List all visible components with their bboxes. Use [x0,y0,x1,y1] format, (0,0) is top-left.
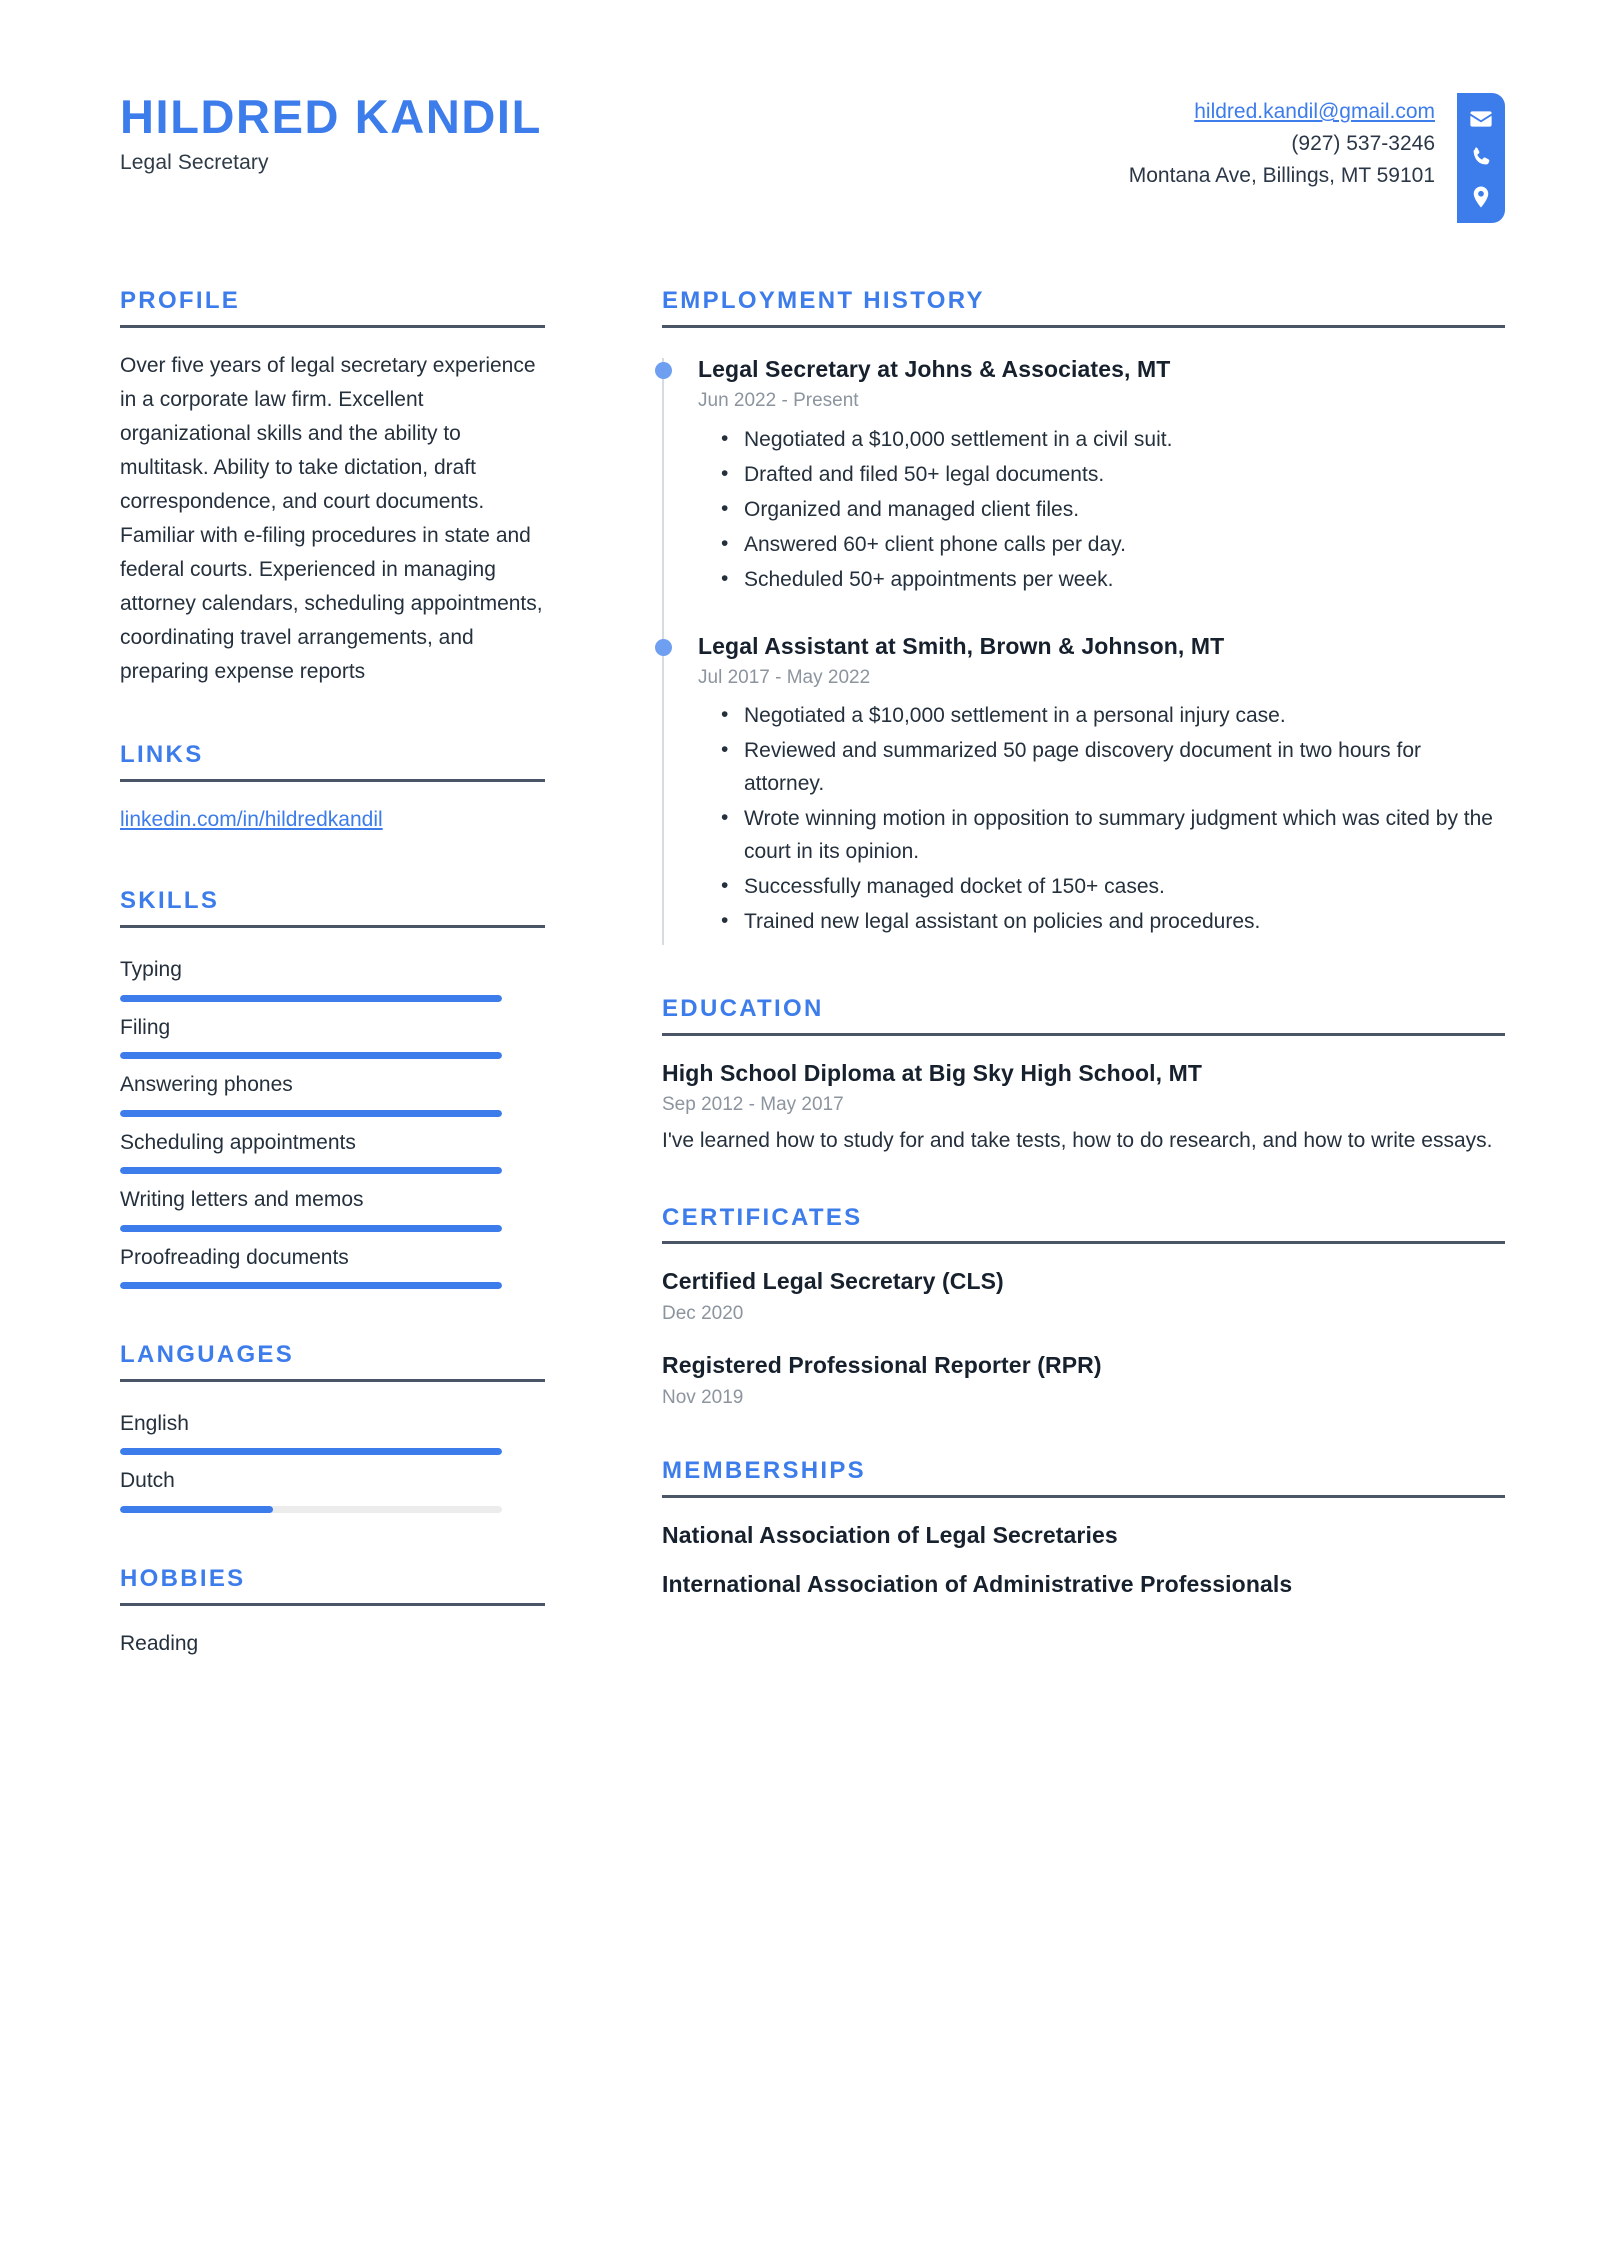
employment-entry [698,631,1505,950]
bullet-item: • Wrote winning motion in opposition to summary judgment which was cited by the court in its opinion. [744,803,1505,871]
section-heading-employment: EMPLOYMENT HISTORY [662,287,1505,328]
language-level-track [120,1448,502,1455]
skill-row [120,1232,545,1290]
skill-label: Filing [120,1015,171,1039]
certificate-title: Registered Professional Reporter (RPR) [662,1352,1102,1379]
skill-level-track [120,1052,502,1059]
contact-address: Montana Ave, Billings, MT 59101 [1128,163,1435,187]
memberships-list [662,1520,1505,1600]
skill-label: Scheduling appointments [120,1130,356,1154]
employment-timeline [662,354,1505,949]
section-heading-education: EDUCATION [662,995,1505,1036]
section-links [120,741,545,835]
bullet-item: • Organized and managed client files. [744,494,1505,529]
skill-level-fill [120,1225,502,1232]
skill-level-fill [120,995,502,1002]
bullet-item: • Negotiated a $10,000 settlement in a personal injury case. [744,700,1505,735]
skill-row [120,944,545,1002]
profile-text: Over five years of legal secretary experience in a corporate law firm. Excellent organizational skills and the ability to multitask. Ability to take dictation, draft correspondence, and court documents. Familiar with e-filing procedures in state and federal courts. Experienced in managing attorney calendars, scheduling appointments, coordinating travel arrangements, and preparing expense reports [120,353,543,683]
membership-entry [662,1520,1505,1550]
skill-level-track [120,1110,502,1117]
section-skills [120,887,545,1289]
sidebar [0,287,545,1660]
section-memberships [662,1457,1505,1600]
employment-bullets [698,424,1505,599]
skill-level-fill [120,1052,502,1059]
skill-row [120,1117,545,1175]
resume-body [0,223,1600,1660]
phone-icon [1468,145,1494,171]
certificate-entry [662,1350,1505,1411]
skill-row [120,1174,545,1232]
bullet-item: • Scheduled 50+ appointments per week. [744,564,1505,599]
section-heading-links: LINKS [120,741,545,782]
section-languages [120,1341,545,1513]
job-title: Legal Secretary [120,150,269,174]
language-label: Dutch [120,1469,175,1493]
section-heading-languages: LANGUAGES [120,1341,545,1382]
timeline-dot-icon [655,639,672,656]
education-date: Sep 2012 - May 2017 [662,1094,844,1116]
skill-label: Proofreading documents [120,1245,349,1269]
section-certificates [662,1204,1505,1412]
language-level-fill [120,1448,502,1455]
link-item[interactable]: linkedin.com/in/hildredkandil [120,807,383,831]
membership-entry [662,1569,1505,1599]
bullet-item: • Negotiated a $10,000 settlement in a civil suit. [744,424,1505,459]
education-entry [662,1058,1505,1158]
section-heading-hobbies: HOBBIES [120,1565,545,1606]
section-heading-skills: SKILLS [120,887,545,928]
resume-header [0,0,1600,223]
links-list [120,804,545,836]
language-label: English [120,1411,189,1435]
location-pin-icon [1468,184,1494,210]
identity-block [0,92,542,175]
skill-row [120,1059,545,1117]
bullet-item: • Answered 60+ client phone calls per day. [744,529,1505,564]
section-hobbies [120,1565,545,1660]
employment-entry [698,354,1505,607]
certificate-date: Nov 2019 [662,1386,744,1408]
timeline-dot-icon [655,362,672,379]
envelope-icon [1468,106,1494,132]
contact-lines [1129,92,1457,192]
page-title: HILDRED KANDIL [120,90,542,143]
skill-level-track [120,995,502,1002]
employment-title: Legal Assistant at Smith, Brown & Johnson, MT [698,632,1225,659]
contact-phone: (927) 537-3246 [1291,131,1435,155]
language-row [120,1455,545,1513]
language-level-fill [120,1506,273,1513]
bullet-item: • Successfully managed docket of 150+ cases. [744,871,1505,906]
skill-row [120,1002,545,1060]
languages-list [120,1398,545,1513]
main-column [545,287,1600,1600]
contact-block [1129,92,1600,223]
employment-date: Jun 2022 - Present [698,390,859,412]
membership-title: International Association of Administrative Professionals [662,1571,1293,1598]
certificates-list [662,1266,1505,1411]
skill-label: Typing [120,958,182,982]
hobby-item: Reading [120,1631,199,1655]
section-heading-profile: PROFILE [120,287,545,328]
certificate-date: Dec 2020 [662,1302,744,1324]
employment-title: Legal Secretary at Johns & Associates, MT [698,355,1171,382]
language-level-track [120,1506,502,1513]
skill-level-track [120,1225,502,1232]
section-employment-history [662,287,1505,949]
membership-title: National Association of Legal Secretaries [662,1522,1118,1549]
bullet-item: • Reviewed and summarized 50 page discovery document in two hours for attorney. [744,735,1505,803]
bullet-item: • Drafted and filed 50+ legal documents. [744,459,1505,494]
skill-level-fill [120,1167,502,1174]
skill-level-fill [120,1110,502,1117]
section-profile [120,287,545,689]
education-title: High School Diploma at Big Sky High School, MT [662,1060,1203,1087]
language-row [120,1398,545,1456]
employment-bullets [698,700,1505,941]
education-description: I've learned how to study for and take tests, how to do research, and how to write essays. [662,1128,1493,1152]
skill-label: Answering phones [120,1073,293,1097]
certificate-title: Certified Legal Secretary (CLS) [662,1268,1004,1295]
section-heading-certificates: CERTIFICATES [662,1204,1505,1245]
skill-label: Writing letters and memos [120,1188,364,1212]
hobbies-list [120,1628,545,1661]
skill-level-track [120,1167,502,1174]
section-heading-memberships: MEMBERSHIPS [662,1457,1505,1498]
section-education [662,995,1505,1157]
contact-email[interactable]: hildred.kandil@gmail.com [1194,100,1435,123]
education-list [662,1058,1505,1158]
bullet-item: • Trained new legal assistant on policies and procedures. [744,906,1505,941]
certificate-entry [662,1266,1505,1327]
skill-level-track [120,1282,502,1289]
employment-date: Jul 2017 - May 2022 [698,666,871,688]
skills-list [120,944,545,1289]
skill-level-fill [120,1282,502,1289]
contact-icon-rail [1457,93,1505,223]
